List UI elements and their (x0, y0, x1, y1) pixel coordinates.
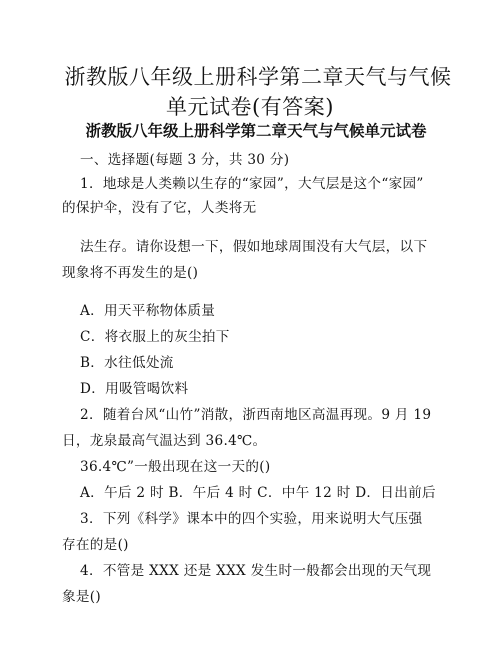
document-subtitle: 浙教版八年级上册科学第二章天气与气候单元试卷 (85, 122, 427, 140)
question-1-option-b: B．水往低处流 (80, 355, 174, 371)
question-1-line-2: 的保护伞，没有了它，人类将无 (62, 200, 257, 216)
question-1-line-3: 法生存。请你设想一下，假如地球周围没有大气层，以下 (80, 239, 428, 255)
question-2-line-3: 36.4℃”一般出现在这一天的() (80, 459, 271, 475)
question-1-line-1: 1．地球是人类赖以生存的“家园”，大气层是这个“家园” (80, 176, 424, 192)
question-2-line-1: 2．随着台风“山竹”消散，浙西南地区高温再现。9 月 19 (80, 407, 432, 423)
question-2-line-2: 日，龙泉最高气温达到 36.4℃。 (62, 433, 267, 449)
question-1-line-4: 现象将不再发生的是() (62, 265, 199, 281)
question-1-option-d: D．用吸管喝饮料 (80, 381, 189, 397)
section-heading: 一、选择题(每题 3 分，共 30 分) (80, 152, 290, 168)
question-3-line-2: 存在的是() (62, 537, 129, 553)
document-title-line-1: 浙教版八年级上册科学第二章天气与气候 (64, 65, 452, 89)
question-1-option-a: A．用天平称物体质量 (80, 303, 216, 319)
question-2-options: A．午后 2 时 B．午后 4 时 C．中午 12 时 D．日出前后 (80, 485, 436, 501)
question-1-option-c: C．将衣服上的灰尘拍下 (80, 329, 230, 345)
question-4-line-2: 象是() (62, 589, 101, 605)
question-3-line-1: 3．下列《科学》课本中的四个实验，用来说明大气压强 (80, 511, 423, 527)
question-4-line-1: 4．不管是 XXX 还是 XXX 发生时一般都会出现的天气现 (80, 563, 432, 579)
document-title-line-2: 单元试卷(有答案) (166, 95, 334, 119)
